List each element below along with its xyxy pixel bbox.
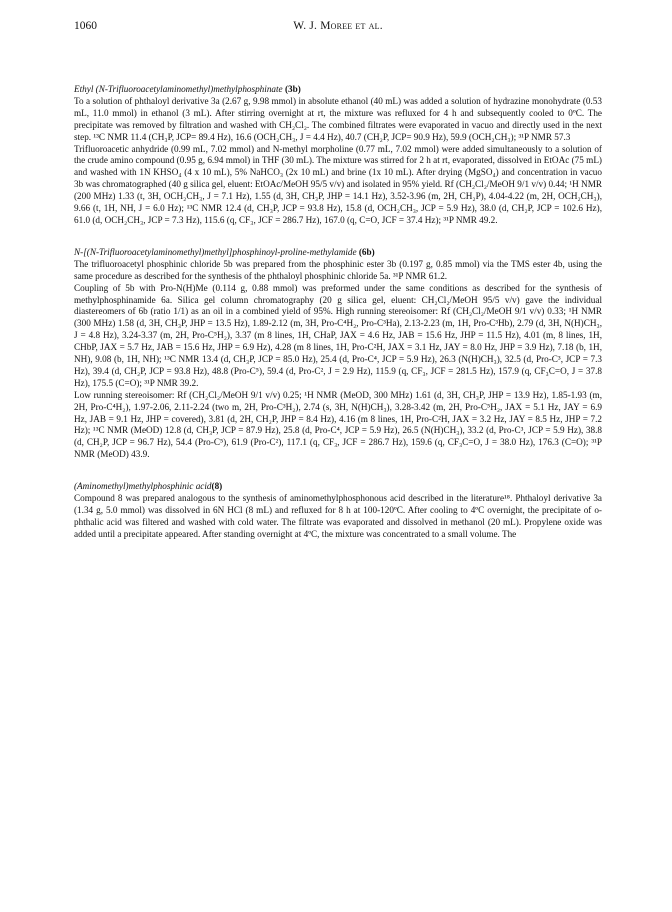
section-compound-6b [74, 247, 602, 461]
paragraph: Compound 8 was prepared analogous to the synthesis of aminomethylphosphonous acid described in the literature¹⁸. Phthaloyl derivative 3a (1.34 g, 5.0 mmol) was dissolved in 6N HCl (8 mL) and refluxed for 8 h at 100-120ºC. After cooling to 4ºC overnight, the precipitate of o-phthalic acid was filtered and washed with cold water. The filtrate was evaporated and dissolved in methanol (20 mL). Propylene oxide was added until a precipitate appeared. After standing overnight at 4ºC, the mixture was concentrated to a small volume. The [74, 493, 602, 539]
paragraph: Trifluoroacetic anhydride (0.99 mL, 7.02 mmol) and N-methyl morpholine (0.77 mL, 7.02 mmol) were added simultaneously to a solution of the crude amino compound (0.95 g, 6.94 mmol) in THF (30 mL). The mixture was stirred for 2 h at rt, evaporated, dissolved in EtOAc (75 mL) and washed with 1N KHSO₄ (4 x 10 mL), 5% NaHCO₃ (2x 10 mL) and brine (1x 10 mL). After drying (MgSO₄) and concentration in vacuo 3b was chromatographed (40 g silica gel, eluent: EtOAc/MeOH 95/5 v/v) and isolated in 95% yield. Rf (CH₂Cl₂/MeOH 9/1 v/v) 0.44; ¹H NMR (200 MHz) 1.33 (t, 3H, OCH₂CH₃, J = 7.1 Hz), 1.55 (d, 3H, CH₃P, JHP = 14.1 Hz), 3.52-3.96 (m, 2H, CH₂P), 4.04-4.22 (m, 2H, OCH₂CH₃), 9.66 (t, 1H, NH, J = 6.0 Hz); ¹³C NMR 12.4 (d, CH₃P, JCP = 93.8 Hz), 15.8 (d, OCH₂CH₃, JCP = 5.9 Hz), 38.0 (d, CH₂P, JCP = 102.6 Hz), 61.0 (d, OCH₂CH₃, JCP = 7.3 Hz), 115.6 (q, CF₃, JCF = 286.7 Hz), 167.0 (q, C=O, JCF = 37.4 Hz); ³¹P NMR 49.2. [74, 143, 602, 225]
section-title: (Aminomethyl)methylphosphinic acid(8) [74, 481, 223, 492]
section-compound-8 [74, 481, 602, 541]
section-title: N-[(N-Trifluoroacetylaminomethyl)methyl]phosphinoyl-proline-methylamide (6b) [74, 246, 375, 257]
running-title: W. J. Moree et al. [293, 20, 383, 32]
paragraph: The trifluoroacetyl phosphinic chloride 5b was prepared from the phosphinic ester 3b (0.197 g, 0.85 mmol) via the TMS ester 4b, using the same procedure as described for the synthesis of the phthaloyl phosphinic chloride 5a. ³¹P NMR 61.2. [74, 258, 602, 281]
paragraph: Coupling of 5b with Pro-N(H)Me (0.114 g, 0.88 mmol) was preformed under the same conditions as described for the synthesis of methylphosphinamide 6a. Silica gel column chromatography (20 g silica gel, eluent: CH₂Cl₂/MeOH 95/5 v/v) gave the individual diastereomers of 6b (ratio 1/1) as an oil in a combined yield of 95%. High running stereoisomer: Rf (CH₂Cl₂/MeOH 9/1 v/v) 0.33; ¹H NMR (300 MHz) 1.58 (d, 3H, CH₃P, JHP = 13.5 Hz), 1.89-2.12 (m, 3H, Pro-C⁴H₂, Pro-C³Ha), 2.13-2.23 (m, 1H, Pro-C³Hb), 2.79 (d, 3H, N(H)CH₃, J = 4.8 Hz), 3.24-3.37 (m, 2H, Pro-C⁵H₂), 3.37 (m 8 lines, 1H, CHaP, JAX = 4.6 Hz, JAB = 15.6 Hz, JHP = 11.5 Hz), 4.01 (m, 8 lines, 1H, CHbP, JAX = 5.7 Hz, JAB = 15.6 Hz, JHP = 6.9 Hz), 4.28 (m 8 lines, 1H, Pro-C²H, JAX = 3.1 Hz, JAY = 8.0 Hz, JHP = 3.9 Hz), 7.18 (b, 1H, NH), 9.08 (b, 1H, NH); ¹³C NMR 13.4 (d, CH₃P, JCP = 85.0 Hz), 25.4 (d, Pro-C⁴, JCP = 5.9 Hz), 26.3 (N(H)CH₃), 32.5 (d, Pro-C³, JCP = 7.3 Hz), 39.4 (d, CH₂P, JCP = 93.8 Hz), 48.8 (Pro-C⁵), 59.4 (d, Pro-C², J = 2.9 Hz), 115.9 (q, CF₃, JCF = 281.5 Hz), 157.9 (q, CF₃C=O, J = 37.8 Hz), 175.5 (C=O); ³¹P NMR 39.2. [74, 282, 602, 388]
paragraph: To a solution of phthaloyl derivative 3a (2.67 g, 9.98 mmol) in absolute ethanol (40 mL) was added a solution of hydrazine monohydrate (0.53 mL, 11.0 mmol) in ethanol (3 mL). After stirring overnight at rt, the mixture was refluxed for 4 h and subsequently cooled to 0ºC. The precipitate was removed by filtration and washed with CH₂Cl₂. The combined filtrates were evaporated in vacuo and directly used in the next step. ¹³C NMR 11.4 (CH₃P, JCP= 89.4 Hz), 16.6 (OCH₂CH₃, J = 4.4 Hz), 40.7 (CH₂P, JCP= 90.9 Hz), 59.9 (OCH₂CH₃); ³¹P NMR 57.3 [74, 95, 602, 142]
page-header [74, 20, 602, 36]
section-compound-3b [74, 84, 602, 227]
page-number: 1060 [74, 20, 97, 32]
paragraph: Low running stereoisomer: Rf (CH₂Cl₂/MeOH 9/1 v/v) 0.25; ¹H NMR (MeOD, 300 MHz) 1.61 (d, 3H, CH₃P, JHP = 13.9 Hz), 1.85-1.93 (m, 2H, Pro-C⁴H₂), 1.97-2.06, 2.11-2.24 (two m, 2H, Pro-C³H₂), 2.74 (s, 3H, N(H)CH₃), 3.28-3.42 (m, 2H, Pro-C⁵H₂, JAX = 5.1 Hz, JAY = 6.9 Hz, JAB = 9.1 Hz, JHP = covered), 3.81 (d, 2H, CH₂P, JHP = 8.4 Hz), 4.16 (m 8 lines, 1H, Pro-C²H, JAX = 3.2 Hz, JAY = 8.5 Hz, JHP = 7.2 Hz); ¹³C NMR (MeOD) 12.8 (d, CH₃P, JCP = 87.9 Hz), 25.8 (d, Pro-C⁴, JCP = 5.9 Hz), 26.5 (N(H)CH₃), 33.2 (d, Pro-C³, JCP = 5.9 Hz), 38.8 (d, CH₂P, JCP = 96.7 Hz), 54.4 (Pro-C⁵), 61.9 (Pro-C²), 117.1 (q, CF₃, JCF = 286.7 Hz), 159.6 (q, CF₃C=O, J = 38.0 Hz), 176.3 (C=O); ³¹P NMR (MeOD) 43.9. [74, 389, 602, 460]
section-title: Ethyl (N-Trifluoroacetylaminomethyl)methylphosphinate (3b) [74, 84, 301, 94]
body-text [74, 84, 602, 561]
